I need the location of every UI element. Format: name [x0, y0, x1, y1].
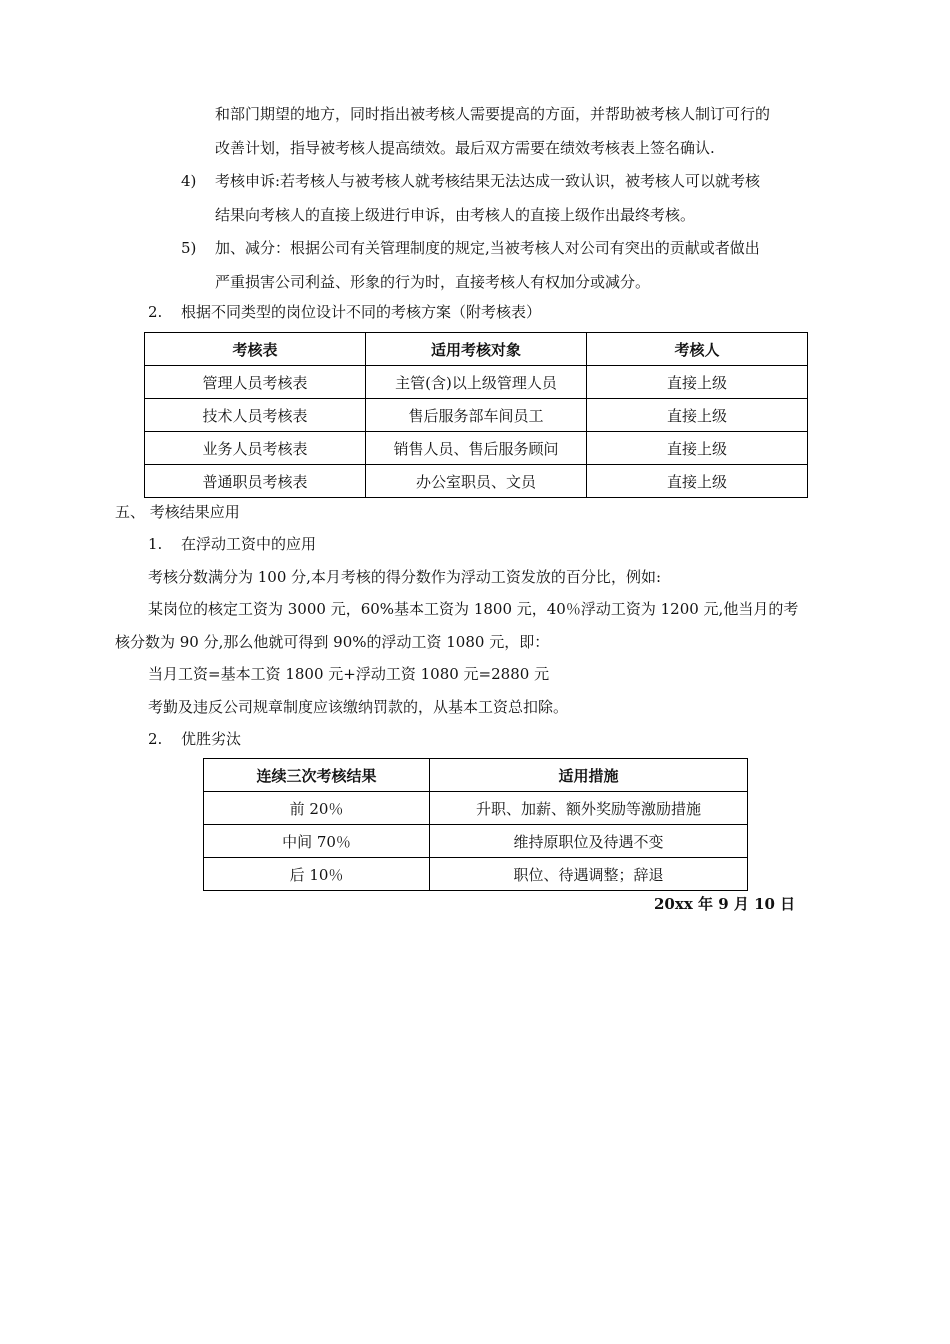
paragraph-line: 当月工资=基本工资 1800 元+浮动工资 1080 元=2880 元 — [148, 665, 550, 683]
paragraph-line: 考核分数满分为 100 分,本月考核的得分数作为浮动工资发放的百分比，例如: — [148, 568, 661, 586]
table-cell: 技术人员考核表 — [145, 399, 366, 432]
list-number: 1. — [148, 535, 163, 553]
paragraph-line: 改善计划，指导被考核人提高绩效。最后双方需要在绩效考核表上签名确认. — [215, 139, 715, 157]
table-row — [145, 399, 808, 432]
table-cell: 升职、加薪、额外奖励等激励措施 — [430, 792, 748, 825]
table-header-cell: 考核表 — [145, 333, 366, 366]
list-item-text: 根据不同类型的岗位设计不同的考核方案（附考核表） — [181, 303, 542, 321]
paragraph-line: 和部门期望的地方，同时指出被考核人需要提高的方面，并帮助被考核人制订可行的 — [215, 105, 771, 123]
table-row — [204, 858, 748, 891]
table-header-cell: 连续三次考核结果 — [204, 759, 430, 792]
table-row — [204, 825, 748, 858]
table-cell: 维持原职位及待遇不变 — [430, 825, 748, 858]
table-cell: 直接上级 — [587, 465, 808, 498]
list-item-text: 结果向考核人的直接上级进行申诉，由考核人的直接上级作出最终考核。 — [215, 206, 696, 224]
document-date: 20xx 年 9 月 10 日 — [654, 895, 796, 913]
table-header-row — [204, 759, 748, 792]
table-cell: 中间 70％ — [204, 825, 430, 858]
table-cell: 职位、待遇调整；辞退 — [430, 858, 748, 891]
table-cell: 业务人员考核表 — [145, 432, 366, 465]
list-item-text: 考核申诉:若考核人与被考核人就考核结果无法达成一致认识，被考核人可以就考核 — [215, 172, 761, 190]
list-number: 2. — [148, 730, 163, 748]
table-cell: 售后服务部车间员工 — [366, 399, 587, 432]
table-header-cell: 适用考核对象 — [366, 333, 587, 366]
table-row — [145, 366, 808, 399]
table-cell: 普通职员考核表 — [145, 465, 366, 498]
table-header-cell: 适用措施 — [430, 759, 748, 792]
list-item-text: 加、减分：根据公司有关管理制度的规定,当被考核人对公司有突出的贡献或者做出 — [215, 239, 760, 257]
section-heading: 五、 考核结果应用 — [115, 503, 240, 521]
table-cell: 销售人员、售后服务顾问 — [366, 432, 587, 465]
table-row — [204, 792, 748, 825]
paragraph-line: 某岗位的核定工资为 3000 元，60%基本工资为 1800 元，40％浮动工资为 1200 元,他当月的考 — [148, 600, 799, 618]
table-cell: 前 20％ — [204, 792, 430, 825]
list-number: 2. — [148, 303, 163, 321]
list-number: 4) — [181, 172, 197, 190]
table-cell: 后 10％ — [204, 858, 430, 891]
assessment-forms-table — [144, 332, 808, 498]
list-item-text: 优胜劣汰 — [181, 730, 242, 748]
table-cell: 主管(含)以上级管理人员 — [366, 366, 587, 399]
list-item-text: 在浮动工资中的应用 — [181, 535, 317, 553]
table-header-row — [145, 333, 808, 366]
table-cell: 直接上级 — [587, 366, 808, 399]
ranking-measures-table — [203, 758, 748, 891]
list-item-text: 严重损害公司利益、形象的行为时，直接考核人有权加分或减分。 — [215, 273, 651, 291]
table-cell: 直接上级 — [587, 399, 808, 432]
paragraph-line: 考勤及违反公司规章制度应该缴纳罚款的，从基本工资总扣除。 — [148, 698, 569, 716]
list-number: 5) — [181, 239, 197, 257]
table-cell: 办公室职员、文员 — [366, 465, 587, 498]
table-cell: 直接上级 — [587, 432, 808, 465]
table-row — [145, 432, 808, 465]
table-row — [145, 465, 808, 498]
paragraph-line: 核分数为 90 分,那么他就可得到 90%的浮动工资 1080 元，即： — [115, 633, 550, 651]
table-cell: 管理人员考核表 — [145, 366, 366, 399]
table-header-cell: 考核人 — [587, 333, 808, 366]
